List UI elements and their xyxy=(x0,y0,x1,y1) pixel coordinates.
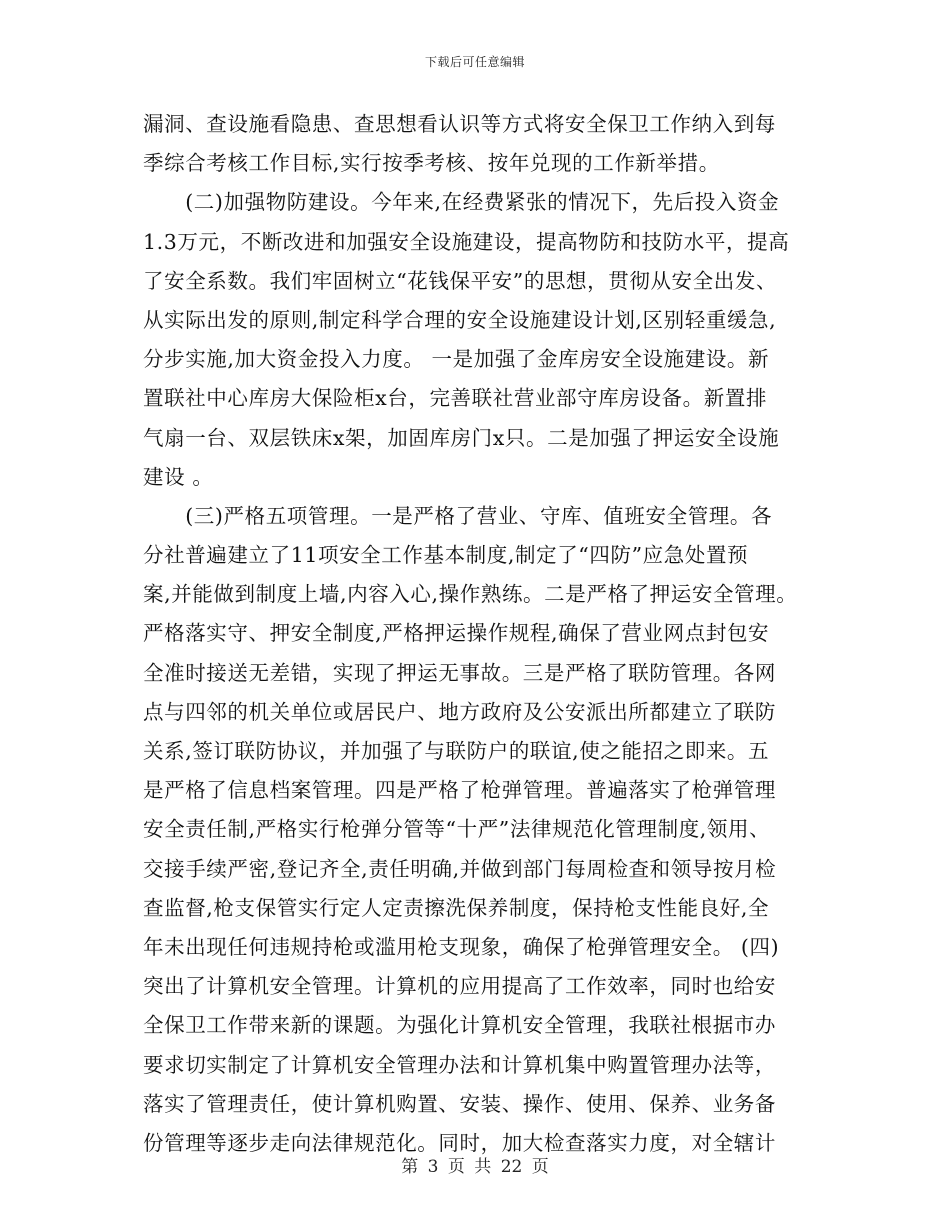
text-line: 突出了计算机安全管理。计算机的应用提高了工作效率，同时也给安 xyxy=(143,974,776,999)
text-line: 关系,签订联防协议，并加强了与联防户的联谊,使之能招之即来。五 xyxy=(143,739,770,763)
text-line: 了安全系数。我们牢固树立“花钱保平安”的思想，贯彻从安全出发、 xyxy=(143,268,778,293)
text-line: 安全责任制,严格实行枪弹分管等“十严”法律规范化管理制度,领用、 xyxy=(143,817,771,842)
page-header: 下载后可任意编辑 xyxy=(424,55,525,69)
text-line: 交接手续严密,登记齐全,责任明确,并做到部门每周检查和领导按月检 xyxy=(143,856,777,881)
text-line: 1.3万元，不断改进和加强安全设施建设，提高物防和技防水平，提高 xyxy=(143,229,790,254)
text-line: 点与四邻的机关单位或居民户、地方政府及公安派出所都建立了联防 xyxy=(143,699,776,724)
text-line: 分步实施,加大资金投入力度。 一是加强了金库房安全设施建设。新 xyxy=(143,347,770,372)
text-line: 分社普遍建立了11项安全工作基本制度,制定了“四防”应急处置预 xyxy=(143,543,749,568)
text-line: 年未出现任何违规持枪或滥用枪支现象，确保了枪弹管理安全。 (四) xyxy=(143,934,780,959)
text-line: (三)严格五项管理。一是严格了营业、守库、值班安全管理。各 xyxy=(143,503,773,528)
text-line: 气扇一台、双层铁床x架，加固库房门x只。二是加强了押运安全设施 xyxy=(143,425,780,450)
page-number-footer: 第 3 页 共 22 页 xyxy=(401,1157,549,1177)
text-line: 案,并能做到制度上墙,内容入心,操作熟练。二是严格了押运安全管理。 xyxy=(143,582,798,607)
text-line: 全准时接送无差错，实现了押运无事故。三是严格了联防管理。各网 xyxy=(143,660,776,685)
text-line: 置联社中心库房大保险柜x台，完善联社营业部守库房设备。新置排 xyxy=(143,386,768,411)
text-line: 严格落实守、押安全制度,严格押运操作规程,确保了营业网点封包安 xyxy=(143,621,770,646)
text-line: 份管理等逐步走向法律规范化。同时，加大检查落实力度，对全辖计 xyxy=(143,1130,776,1155)
text-line: 落实了管理责任，使计算机购置、安装、操作、使用、保养、业务备 xyxy=(143,1091,776,1116)
text-line: 是严格了信息档案管理。四是严格了枪弹管理。普遍落实了枪弹管理 xyxy=(143,778,776,803)
text-line: 季综合考核工作目标,实行按季考核、按年兑现的工作新举措。 xyxy=(143,151,720,176)
text-line: (二)加强物防建设。今年来,在经费紧张的情况下，先后投入资金 xyxy=(143,190,780,215)
document-body xyxy=(143,105,811,1163)
text-line: 要求切实制定了计算机安全管理办法和计算机集中购置管理办法等， xyxy=(143,1052,776,1077)
text-line: 从实际出发的原则,制定科学合理的安全设施建设计划,区别轻重缓急, xyxy=(143,307,777,332)
text-line: 漏洞、查设施看隐患、查思想看认识等方式将安全保卫工作纳入到每 xyxy=(143,112,776,136)
text-line: 全保卫工作带来新的课题。为强化计算机安全管理，我联社根据市办 xyxy=(143,1013,776,1038)
text-line: 建设 。 xyxy=(143,464,214,489)
text-line: 查监督,枪支保管实行定人定责擦洗保养制度，保持枪支性能良好,全 xyxy=(143,895,770,920)
